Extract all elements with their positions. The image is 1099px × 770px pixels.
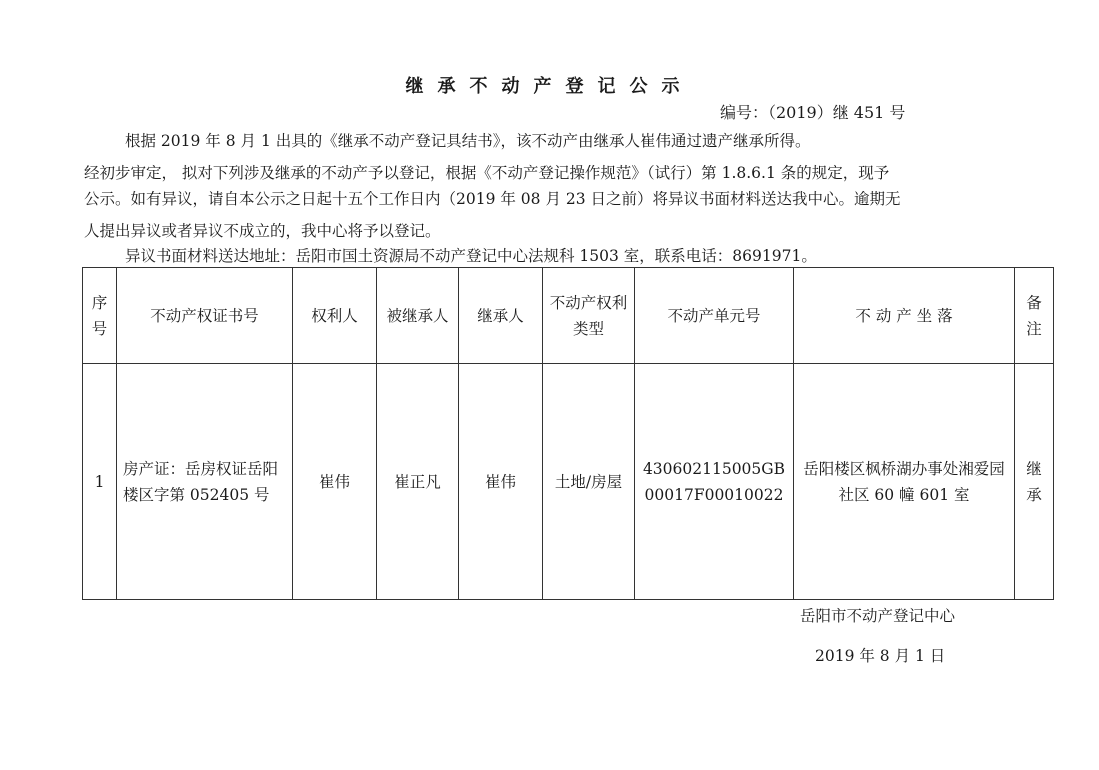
issuer-name: 岳阳市不动产登记中心: [800, 607, 956, 625]
paragraph-review-line-3: 人提出异议或者异议不成立的，我中心将予以登记。: [84, 222, 441, 240]
document-number: 编号：（2019）继 451 号: [720, 103, 906, 122]
header-location: 不 动 产 坐 落: [794, 268, 1015, 364]
cell-cert-no: 房产证：岳房权证岳阳楼区字第 052405 号: [117, 364, 293, 600]
header-remark: 备注: [1015, 268, 1054, 364]
cell-right-type: 土地/房屋: [543, 364, 635, 600]
paragraph-objection-address: 异议书面材料送达地址：岳阳市国土资源局不动产登记中心法规科 1503 室，联系电话：8691971。: [125, 247, 817, 265]
document-title: 继承不动产登记公示: [405, 76, 694, 97]
header-right-type: 不动产权利类型: [543, 268, 635, 364]
paragraph-review-line-1: 经初步审定， 拟对下列涉及继承的不动产予以登记，根据《不动产登记操作规范》（试行）第 1.8.6.1 条的规定，现予: [84, 164, 890, 182]
issue-date: 2019 年 8 月 1 日: [815, 647, 946, 665]
cell-holder: 崔伟: [293, 364, 377, 600]
header-holder: 权利人: [293, 268, 377, 364]
cell-location: 岳阳楼区枫桥湖办事处湘爱园社区 60 幢 601 室: [794, 364, 1015, 600]
table-header-row: [83, 268, 1054, 364]
paragraph-review-line-2: 公示。如有异议，请自本公示之日起十五个工作日内（2019 年 08 月 23 日之前）将异议书面材料送达我中心。逾期无: [84, 190, 901, 208]
registration-table: [82, 267, 1054, 600]
cell-heir: 崔伟: [459, 364, 543, 600]
cell-remark: 继承: [1015, 364, 1054, 600]
header-serial-no: 序号: [83, 268, 117, 364]
paragraph-basis: 根据 2019 年 8 月 1 出具的《继承不动产登记具结书》，该不动产由继承人崔伟通过遗产继承所得。: [125, 132, 811, 150]
header-heir: 继承人: [459, 268, 543, 364]
table-row: [83, 364, 1054, 600]
cell-serial-no: 1: [83, 364, 117, 600]
cell-decedent: 崔正凡: [377, 364, 459, 600]
cell-unit-no: 430602115005GB00017F00010022: [635, 364, 794, 600]
header-unit-no: 不动产单元号: [635, 268, 794, 364]
header-decedent: 被继承人: [377, 268, 459, 364]
header-cert-no: 不动产权证书号: [117, 268, 293, 364]
